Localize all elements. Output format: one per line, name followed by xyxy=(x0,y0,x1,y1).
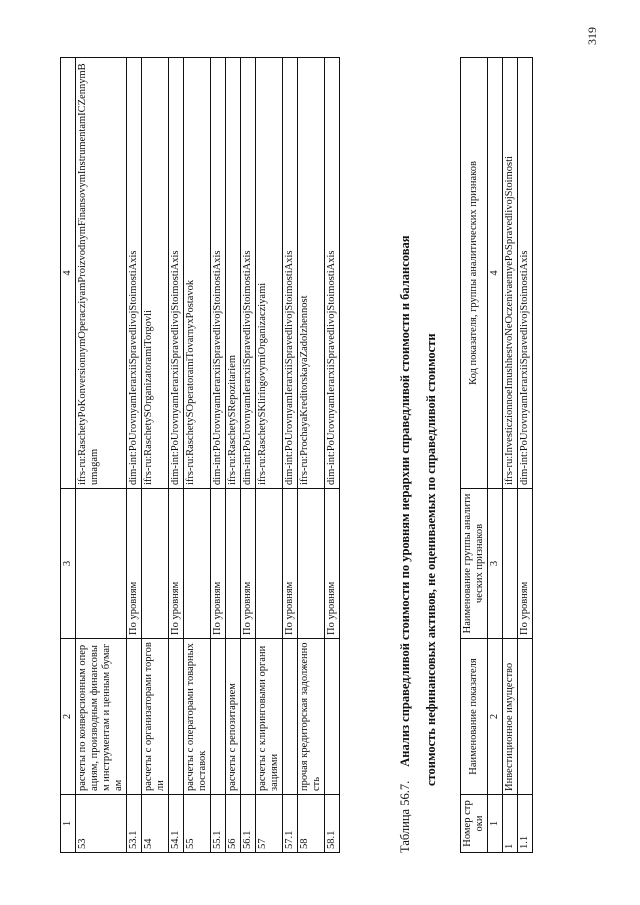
group-name-cell xyxy=(298,489,325,639)
col-number: 1 xyxy=(61,795,76,853)
col-number: 1 xyxy=(488,795,503,853)
col-number: 4 xyxy=(61,58,76,489)
group-name-cell xyxy=(256,489,283,639)
caption-line-1: Анализ справедливой стоимости по уровням иерархии справедливой стоимости и балансовая xyxy=(398,235,412,767)
indicator-code-cell: ifrs-ru:RaschetySOperatoramiTovarnyxPostavok xyxy=(184,58,211,489)
column-number-row xyxy=(488,58,503,853)
group-name-cell: По уровням xyxy=(325,489,340,639)
row-number-cell: 57.1 xyxy=(283,795,298,853)
col-number: 3 xyxy=(61,489,76,639)
header-row xyxy=(461,58,488,853)
group-name-cell: По уровням xyxy=(518,489,533,639)
group-name-cell xyxy=(76,489,127,639)
table-56-7 xyxy=(460,57,533,853)
row-number-cell: 53.1 xyxy=(127,795,142,853)
table-row xyxy=(241,58,256,853)
table-row xyxy=(298,58,325,853)
row-number-cell: 53 xyxy=(76,795,127,853)
indicator-name-cell: расчеты с организаторами торговли xyxy=(142,639,169,795)
table-label: Таблица 56.7. xyxy=(398,780,412,853)
header-cell: Номер строки xyxy=(461,795,488,853)
indicator-name-cell: расчеты с клиринговыми организациями xyxy=(256,639,283,795)
table-row xyxy=(142,58,169,853)
caption-line-2: стоимость нефинансовых активов, не оцениваемых по справедливой стоимости xyxy=(424,333,438,786)
indicator-code-cell: ifrs-ru:ProchayaKreditorskayaZadolzhennost xyxy=(298,58,325,489)
table-row xyxy=(226,58,241,853)
indicator-name-cell xyxy=(518,639,533,795)
indicator-name-cell xyxy=(241,639,256,795)
table-row xyxy=(325,58,340,853)
indicator-name-cell: прочая кредиторская задолженность xyxy=(298,639,325,795)
indicator-name-cell: расчеты с операторами товарных поставок xyxy=(184,639,211,795)
page-number: 319 xyxy=(585,27,599,45)
indicator-code-cell: dim-int:PoUrovnyamIerarxiiSpravedlivojStoimostiAxis xyxy=(241,58,256,489)
table-caption xyxy=(392,53,444,853)
indicator-code-cell: dim-int:PoUrovnyamIerarxiiSpravedlivojStoimostiAxis xyxy=(283,58,298,489)
row-number-cell: 57 xyxy=(256,795,283,853)
indicator-code-cell: ifrs-ru:InvesticzionnoeImushhestvoNeOczenivaemyePoSpravedlivojStoimosti xyxy=(503,58,518,489)
col-number: 4 xyxy=(488,58,503,489)
group-name-cell: По уровням xyxy=(283,489,298,639)
col-number: 2 xyxy=(488,639,503,795)
group-name-cell xyxy=(184,489,211,639)
indicator-name-cell xyxy=(283,639,298,795)
indicator-name-cell xyxy=(325,639,340,795)
table-row xyxy=(127,58,142,853)
row-number-cell: 56 xyxy=(226,795,241,853)
row-number-cell: 1.1 xyxy=(518,795,533,853)
group-name-cell xyxy=(226,489,241,639)
col-number: 3 xyxy=(488,489,503,639)
column-number-row xyxy=(61,58,76,853)
table-row xyxy=(211,58,226,853)
indicator-code-cell: ifrs-ru:RaschetySRepozitariem xyxy=(226,58,241,489)
col-number: 2 xyxy=(61,639,76,795)
indicator-code-cell: ifrs-ru:RaschetyPoKonversionnymOperacziyamProizvodnymFinansovymInstrumentamICZennymBumagam xyxy=(76,58,127,489)
row-number-cell: 58.1 xyxy=(325,795,340,853)
indicator-name-cell xyxy=(211,639,226,795)
group-name-cell: По уровням xyxy=(211,489,226,639)
header-cell: Наименование группы аналитических признаков xyxy=(461,489,488,639)
group-name-cell: По уровням xyxy=(241,489,256,639)
header-cell: Наименование показателя xyxy=(461,639,488,795)
group-name-cell: По уровням xyxy=(127,489,142,639)
header-cell: Код показателя, группы аналитических признаков xyxy=(461,58,488,489)
group-name-cell xyxy=(142,489,169,639)
table-row xyxy=(184,58,211,853)
indicator-code-cell: dim-int:PoUrovnyamIerarxiiSpravedlivojStoimostiAxis xyxy=(325,58,340,489)
table-row xyxy=(256,58,283,853)
row-number-cell: 54 xyxy=(142,795,169,853)
row-number-cell: 1 xyxy=(503,795,518,853)
indicator-code-cell: ifrs-ru:RaschetySKliringovymiOrganizacziyami xyxy=(256,58,283,489)
table-row xyxy=(76,58,127,853)
row-number-cell: 54.1 xyxy=(169,795,184,853)
indicator-code-cell: dim-int:PoUrovnyamIerarxiiSpravedlivojStoimostiAxis xyxy=(518,58,533,489)
group-name-cell xyxy=(503,489,518,639)
table-continuation xyxy=(60,57,340,853)
indicator-name-cell: Инвестиционное имущество xyxy=(503,639,518,795)
row-number-cell: 58 xyxy=(298,795,325,853)
row-number-cell: 55 xyxy=(184,795,211,853)
indicator-name-cell xyxy=(169,639,184,795)
indicator-code-cell: ifrs-ru:RaschetySOrganizatoramiTorgovli xyxy=(142,58,169,489)
table-row xyxy=(283,58,298,853)
indicator-code-cell: dim-int:PoUrovnyamIerarxiiSpravedlivojStoimostiAxis xyxy=(169,58,184,489)
table-row xyxy=(518,58,533,853)
indicator-code-cell: dim-int:PoUrovnyamIerarxiiSpravedlivojStoimostiAxis xyxy=(127,58,142,489)
table-row xyxy=(503,58,518,853)
indicator-code-cell: dim-int:PoUrovnyamIerarxiiSpravedlivojStoimostiAxis xyxy=(211,58,226,489)
group-name-cell: По уровням xyxy=(169,489,184,639)
indicator-name-cell: расчеты по конверсионным операциям, производным финансовым инструментам и ценным бумагам xyxy=(76,639,127,795)
row-number-cell: 56.1 xyxy=(241,795,256,853)
table-row xyxy=(169,58,184,853)
indicator-name-cell xyxy=(127,639,142,795)
indicator-name-cell: расчеты с репозитарием xyxy=(226,639,241,795)
row-number-cell: 55.1 xyxy=(211,795,226,853)
